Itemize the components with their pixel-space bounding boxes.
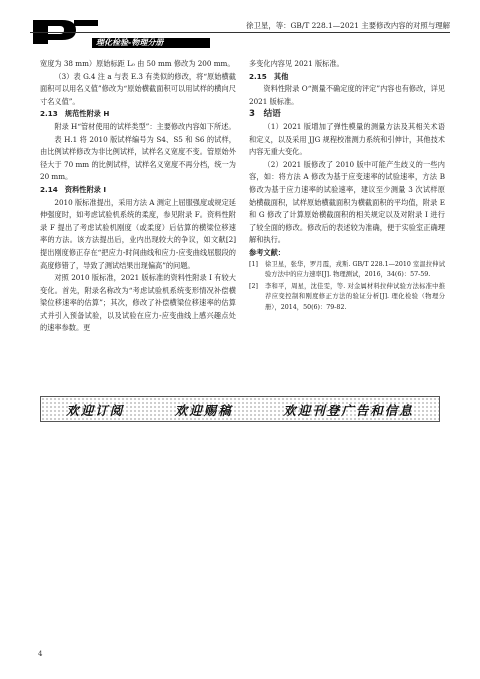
paragraph: 资料性附录 O“测量不确定度的评定”内容也有修改，详见 2021 版标准。 bbox=[249, 84, 445, 106]
paragraph: （2）2021 版修改了 2010 版中可能产生歧义的一些内容，如：将方法 A 修改为基于应变速率的试验速率，方法 B 修改为基于应力速率的试验速率，建议至少测量 3 次试样原始横截面积，试样原始横截面积为横截面积的平均值，附录 E 和 G 修改了计算原始横截面积的相关规定以及对附录 I 进行了较全面的修改。修改后的表述较为准确，便于实验室正确理解和执行。 bbox=[249, 159, 445, 245]
reference-text: 徐卫星，张华，罗月霞，戎斯. GB/T 228.1—2010 室温拉伸试验方法中的应力速率[J]. 物理测试，2016，34(6)：57-59. bbox=[265, 260, 445, 279]
section-heading-2-15: 2.15 其他 bbox=[249, 71, 289, 81]
header-rule bbox=[30, 32, 450, 33]
reference-item bbox=[249, 282, 445, 314]
reference-number: [1] bbox=[249, 260, 258, 268]
reference-item bbox=[249, 260, 445, 281]
paragraph: 宽度为 38 mm）原始标距 L₀ 由 50 mm 修改为 200 mm。 bbox=[40, 59, 235, 68]
journal-logo-text: 理化检验-物理分册 bbox=[96, 38, 164, 47]
paragraph: 表 H.1 将 2010 版试样编号为 S4、S5 和 S6 的试样，由比例试样修改为非比例试样，试样名义宽度不变。管原始外径大于 70 mm 的比例试样，试样名义宽度不再分档，统一为 20 mm。 bbox=[40, 134, 236, 182]
reference-number: [2] bbox=[249, 282, 258, 290]
paragraph: 附录 H“管材使用的试样类型”：主要修改内容如下所述。 bbox=[54, 121, 236, 131]
banner-subscribe-text: 欢迎订阅 bbox=[66, 403, 125, 418]
paragraph: （1）2021 版增加了弹性模量的测量方法及其相关术语和定义，以及采用 JJG 规程校准测力系统和引伸计，其他技术内容无重大变化。 bbox=[249, 121, 445, 157]
right-column bbox=[249, 58, 445, 314]
promo-banner bbox=[40, 396, 440, 422]
banner-submit-text: 欢迎赐稿 bbox=[174, 403, 233, 418]
section-heading-2-13: 2.13 规范性附录 H bbox=[40, 109, 110, 119]
references-heading: 参考文献： bbox=[249, 247, 285, 257]
paragraph: 多变化内容见 2021 版标准。 bbox=[249, 59, 344, 68]
page-number: 4 bbox=[38, 650, 43, 658]
page-header bbox=[0, 0, 480, 46]
paragraph: 对照 2010 版标准，2021 版标准的资料性附录 I 有较大变化。首先，附录名称改为“考虑试验机系统变形情况补偿横梁位移速率的估算”；其次，修改了补偿横梁位移速率的估算式并引入预备试验，以及试验在应力-应变曲线上感兴趣点处的速率参数。更 bbox=[40, 273, 236, 333]
paragraph: 2010 版标准提出，采用方法 A 测定上屈服强度或规定延伸强度时，如考虑试验机系统的柔度，参见附录 F。资料性附录 F 提出了考虑试验机刚度（或柔度）后估算的横梁位移速率的方法。该方法提出后，业内出现较大的争议，如文献[2]提出刚度修正存在“把应力-时间曲线和应力-应变曲线屈服段的高度修错了，导致了测试结果出现偏高”的问题。 bbox=[40, 197, 236, 270]
reference-text: 李和平，周星，沈佳雯，等. 对金属材料拉伸试验方法标准中推荐应变控制和刚度修正方法的验证分析[J]. 理化检验（物理分册），2014，50(6)：79-82. bbox=[265, 282, 445, 311]
running-title: 徐卫星，等：GB/T 228.1—2021 主要修改内容的对照与理解 bbox=[246, 21, 450, 30]
paragraph: （3）表 G.4 注 a 与表 E.3 有类似的修改，将“原始横截面积可以用名义值”修改为“原始横截面积可以用试样的横向尺寸名义值”。 bbox=[40, 71, 236, 106]
banner-ads-text: 欢迎刊登广告和信息 bbox=[283, 403, 414, 418]
left-column bbox=[40, 58, 236, 335]
section-heading-2-14: 2.14 资料性附录 I bbox=[40, 184, 107, 194]
section-heading-conclusion: 3 结语 bbox=[249, 109, 281, 120]
